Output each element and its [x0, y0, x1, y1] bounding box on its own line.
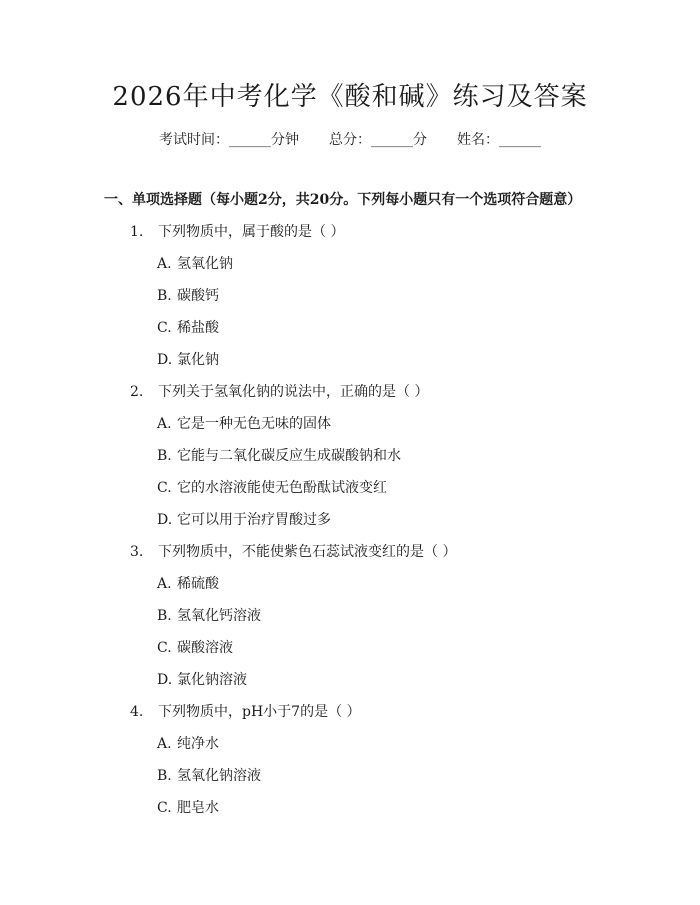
option-letter: C.	[157, 480, 172, 496]
question-2	[130, 383, 428, 401]
question-number: 1.	[130, 224, 144, 240]
q3-option-d	[157, 671, 247, 689]
question-number: 4.	[130, 704, 144, 720]
exam-info-line	[0, 131, 700, 149]
option-letter: A.	[157, 576, 172, 592]
option-text: 纯净水	[177, 736, 219, 752]
question-text: 下列物质中，不能使紫色石蕊试液变红的是（ ）	[158, 544, 457, 560]
option-letter: D.	[157, 352, 173, 368]
option-letter: B.	[157, 448, 172, 464]
option-text: 氢氧化钠	[177, 256, 233, 272]
option-letter: A.	[157, 416, 172, 432]
exam-time-field: 考试时间：______分钟	[159, 132, 299, 148]
option-text: 肥皂水	[177, 800, 219, 816]
question-text: 下列物质中，属于酸的是（ ）	[158, 224, 345, 240]
q3-option-b	[157, 607, 261, 625]
option-text: 氯化钠	[177, 352, 219, 368]
option-letter: C.	[157, 640, 172, 656]
q2-option-a	[157, 415, 331, 433]
question-number: 3.	[130, 544, 144, 560]
section-heading: 一、单项选择题（每小题2分，共20分。下列每小题只有一个选项符合题意）	[104, 192, 582, 208]
option-text: 碳酸钙	[177, 288, 219, 304]
question-number: 2.	[130, 384, 144, 400]
option-letter: D.	[157, 512, 173, 528]
q2-option-c	[157, 479, 387, 497]
q4-option-c	[157, 799, 219, 817]
q1-option-b	[157, 287, 219, 305]
total-score-field: 总分：______分	[329, 132, 427, 148]
option-letter: A.	[157, 256, 172, 272]
question-1	[130, 223, 344, 241]
option-text: 稀硫酸	[177, 576, 219, 592]
q2-option-b	[157, 447, 401, 465]
option-letter: C.	[157, 800, 172, 816]
student-name-field: 姓名：______	[457, 132, 541, 148]
option-text: 它的水溶液能使无色酚酞试液变红	[177, 480, 387, 496]
option-letter: B.	[157, 768, 172, 784]
q2-option-d	[157, 511, 331, 529]
option-letter: C.	[157, 320, 172, 336]
q4-option-a	[157, 735, 219, 753]
option-text: 它是一种无色无味的固体	[177, 416, 331, 432]
question-text: 下列关于氢氧化钠的说法中，正确的是（ ）	[158, 384, 429, 400]
option-text: 碳酸溶液	[177, 640, 233, 656]
page-title: 2026年中考化学《酸和碱》练习及答案	[112, 82, 588, 112]
option-letter: B.	[157, 288, 172, 304]
option-text: 它能与二氧化碳反应生成碳酸钠和水	[177, 448, 401, 464]
q4-option-b	[157, 767, 261, 785]
option-letter: D.	[157, 672, 173, 688]
q3-option-a	[157, 575, 219, 593]
question-3	[130, 543, 456, 561]
option-letter: B.	[157, 608, 172, 624]
question-text: 下列物质中，pH小于7的是（ ）	[158, 704, 361, 720]
option-text: 氢氧化钠溶液	[177, 768, 261, 784]
option-text: 氯化钠溶液	[177, 672, 247, 688]
q1-option-a	[157, 255, 233, 273]
option-text: 稀盐酸	[177, 320, 219, 336]
question-4	[130, 703, 361, 721]
option-letter: A.	[157, 736, 172, 752]
option-text: 它可以用于治疗胃酸过多	[177, 512, 331, 528]
option-text: 氢氧化钙溶液	[177, 608, 261, 624]
q1-option-d	[157, 351, 219, 369]
q1-option-c	[157, 319, 219, 337]
q3-option-c	[157, 639, 233, 657]
